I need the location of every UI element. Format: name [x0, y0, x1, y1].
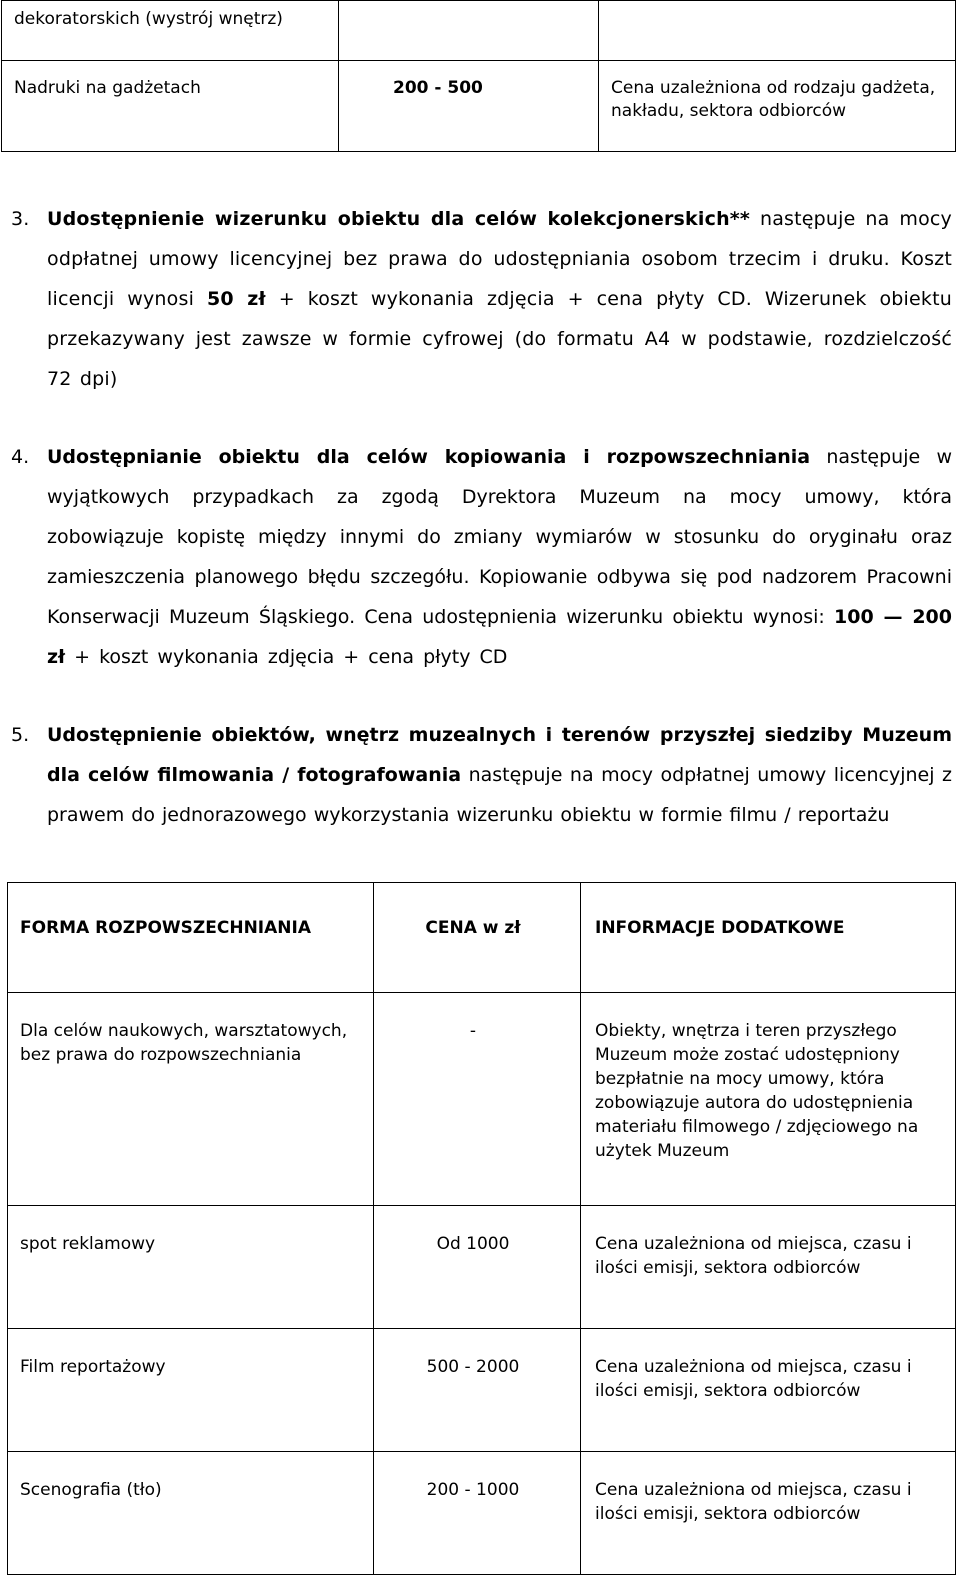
table-cell-form: Scenografia (tło)	[8, 1452, 374, 1575]
section-text: następuje w wyjątkowych przypadkach za zgodą Dyrektora Muzeum na mocy umowy, która zobowiązuje kopistę między innymi do zmiany wymiarów w stosunku do oryginału oraz zamieszczenia planowego błędu szczegółu. Kopiowanie odbywa się pod nadzorem Pracowni Konserwacji Muzeum Śląskiego. Cena udostępnienia wizerunku obiektu wynosi:	[47, 446, 952, 628]
section-text: następuje na mocy odpłatnej umowy licencyjnej z prawem do jednorazowego wykorzystania wizerunku obiektu w formie filmu / reportażu	[47, 764, 952, 826]
section-number: 4.	[11, 446, 30, 468]
table-row	[8, 1329, 956, 1452]
column-header: INFORMACJE DODATKOWE	[581, 883, 956, 993]
table-cell-form: dekoratorskich (wystrój wnętrz)	[2, 1, 339, 61]
section-text: następuje na mocy odpłatnej umowy licencyjnej bez prawa do udostępniania osobom trzecim i druku. Koszt licencji wynosi	[47, 208, 952, 310]
table-cell-info: Cena uzależniona od miejsca, czasu i ilości emisji, sektora odbiorców	[581, 1206, 956, 1329]
section-title: Udostępnienie wizerunku obiektu dla celów kolekcjonerskich**	[47, 208, 751, 230]
table-cell-info: Obiekty, wnętrza i teren przyszłego Muzeum może zostać udostępniony bezpłatnie na mocy umowy, która zobowiązuje autora do udostępnienia materiału filmowego / zdjęciowego na użytek Muzeum	[581, 993, 956, 1206]
section-title: Udostępnienie obiektów, wnętrz muzealnych i terenów przyszłej siedziby Muzeum dla celów filmowania / fotografowania	[47, 724, 952, 786]
table-row	[8, 1452, 956, 1575]
section-number: 5.	[11, 724, 30, 746]
table-row	[8, 1206, 956, 1329]
top-price-table	[1, 0, 956, 152]
table-cell-price: 500 - 2000	[374, 1329, 581, 1452]
table-cell-form: Film reportażowy	[8, 1329, 374, 1452]
table-cell-form: spot reklamowy	[8, 1206, 374, 1329]
section-price: 100 — 200 zł	[47, 606, 952, 668]
table-cell-info	[599, 1, 956, 61]
section-text: + koszt wykonania zdjęcia + cena płyty CD. Wizerunek obiektu przekazywany jest zawsze w formie cyfrowej (do formatu A4 w podstawie, rozdzielczość 72 dpi)	[47, 288, 952, 390]
table-cell-price: 200 - 500	[339, 61, 599, 152]
table-row	[8, 993, 956, 1206]
table-row	[2, 61, 956, 152]
table-row	[2, 1, 956, 61]
filming-price-table	[7, 882, 956, 1575]
table-cell-form: Nadruki na gadżetach	[2, 61, 339, 152]
table-cell-price: 200 - 1000	[374, 1452, 581, 1575]
table-cell-price: -	[374, 993, 581, 1206]
section-number: 3.	[11, 208, 30, 230]
column-header: FORMA ROZPOWSZECHNIANIA	[8, 883, 374, 993]
table-cell-info: Cena uzależniona od miejsca, czasu i ilości emisji, sektora odbiorców	[581, 1329, 956, 1452]
table-cell-info: Cena uzależniona od rodzaju gadżeta, nakładu, sektora odbiorców	[599, 61, 956, 152]
section-text: + koszt wykonania zdjęcia + cena płyty CD	[65, 646, 508, 668]
section-title: Udostępnianie obiektu dla celów kopiowania i rozpowszechniania	[47, 446, 811, 468]
section-3-paragraph	[11, 199, 952, 399]
section-4-paragraph	[11, 437, 952, 677]
table-cell-price: Od 1000	[374, 1206, 581, 1329]
table-cell-form: Dla celów naukowych, warsztatowych, bez prawa do rozpowszechniania	[8, 993, 374, 1206]
table-cell-info: Cena uzależniona od miejsca, czasu i ilości emisji, sektora odbiorców	[581, 1452, 956, 1575]
column-header: CENA w zł	[374, 883, 581, 993]
table-cell-price	[339, 1, 599, 61]
section-5-paragraph	[11, 715, 952, 835]
section-price: 50 zł	[206, 288, 266, 310]
table-header-row	[8, 883, 956, 993]
